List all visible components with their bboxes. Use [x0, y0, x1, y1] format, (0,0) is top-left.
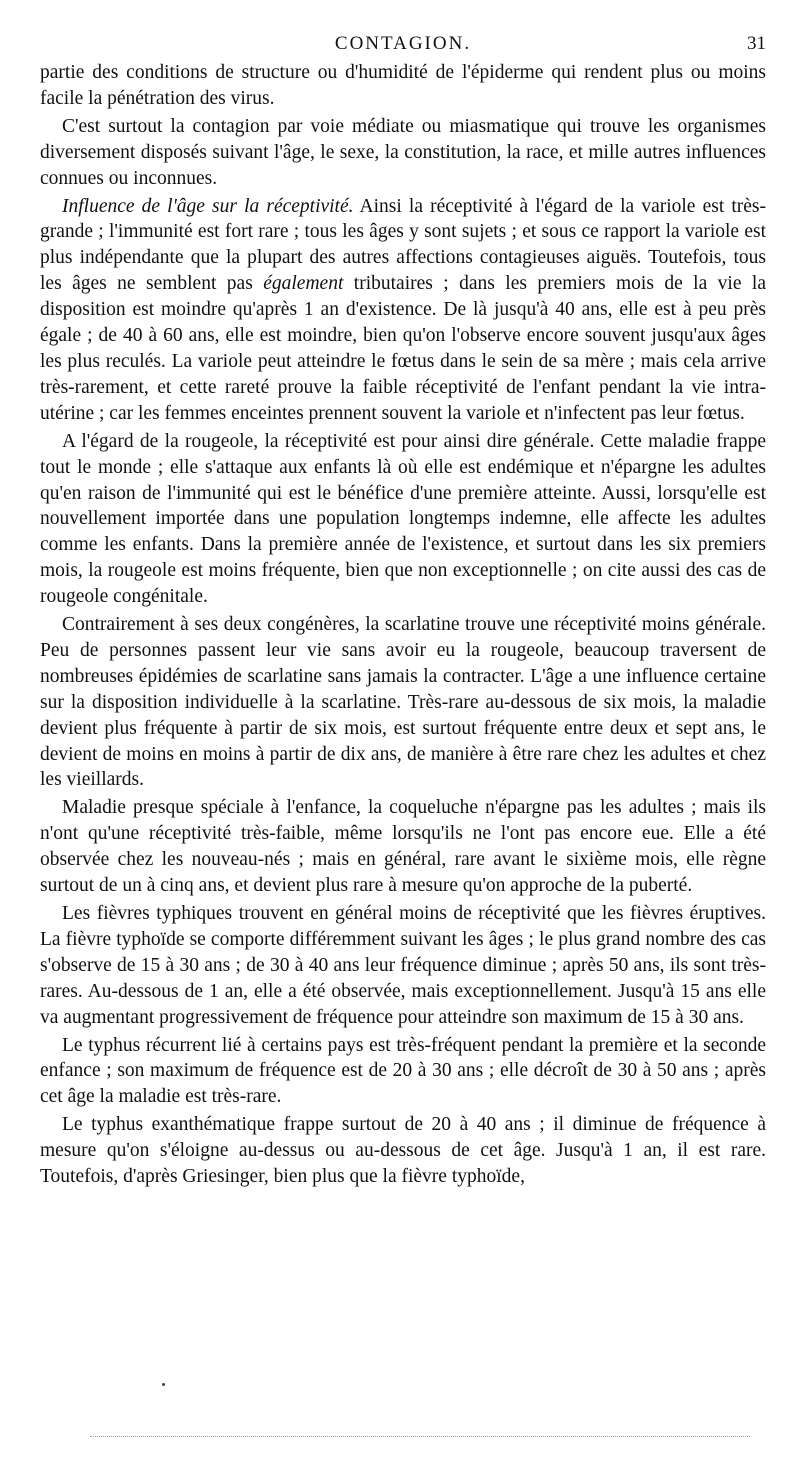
paragraph-variole-text-b: tributaires ; dans les premiers mois de la vie la disposition est moindre qu'après 1 an d'existence. De là jusqu'à 40 ans, elle est à peu près égale ; de 40 à 60 ans, elle est moindre, bien qu'on l'observe encore souvent jusqu'aux âges les plus reculés. La variole peut atteindre le fœtus dans le sein de sa mère ; mais cela arrive très-rarement, et cette rareté prouve la faible réceptivité de l'enfant pendant la vie intra-utérine ; car les femmes enceintes prennent souvent la variole et n'infectent pas leur fœtus. — [40, 273, 766, 424]
paragraph-typhus-recurrent: Le typhus récurrent lié à certains pays est très-fréquent pendant la première et la seconde enfance ; son maximum de fréquence est de 20 à 30 ans ; elle décroît de 30 à 50 ans ; après cet âge la maladie est très-rare. — [40, 1034, 766, 1108]
bottom-bleed-rule — [90, 1436, 750, 1437]
print-speck — [162, 1383, 165, 1386]
paragraph-continuation: partie des conditions de structure ou d'humidité de l'épiderme qui rendent plus ou moins facile la pénétration des virus. — [40, 62, 766, 109]
running-title: CONTAGION. — [334, 33, 472, 54]
page-number: 31 — [747, 33, 766, 54]
paragraph-contagion-mediate: C'est surtout la contagion par voie médiate ou miasmatique qui trouve les organismes diversement disposés suivant l'âge, le sexe, la constitution, la race, et mille autres influences connues ou inconnues. — [40, 115, 766, 189]
paragraph-fievres-typhiques: Les fièvres typhiques trouvent en général moins de réceptivité que les fièvres éruptives. La fièvre typhoïde se comporte différemment suivant les âges ; le plus grand nombre des cas s'observe de 15 à 30 ans ; de 30 à 40 ans leur fréquence diminue ; après 50 ans, ils sont très-rares. Au-dessous de 1 an, elle a été observée, mais exceptionnellement. Jusqu'à 15 ans elle va augmentant progressivement de fréquence pour atteindre son maximum de 15 à 30 ans. — [40, 903, 766, 1028]
section-heading-age: Influence de l'âge sur la réceptivité. — [62, 195, 354, 217]
page-header — [40, 28, 766, 60]
paragraph-variole — [40, 194, 766, 427]
paragraph-scarlatine: Contrairement à ses deux congénères, la scarlatine trouve une réceptivité moins générale. Peu de personnes passent leur vie sans avoir eu la rougeole, beaucoup traversent de nombreuses épidémies de scarlatine sans jamais la contracter. L'âge a une influence certaine sur la disposition individuelle à la scarlatine. Très-rare au-dessous de six mois, la maladie devient plus fréquente à partir de six mois, est surtout fréquente entre deux et sept ans, le devient de moins en moins à partir de dix ans, de manière à être rare chez les adultes et chez les vieillards. — [40, 614, 766, 791]
paragraph-coqueluche: Maladie presque spéciale à l'enfance, la coqueluche n'épargne pas les adultes ; mais ils n'ont qu'une réceptivité très-faible, même lorsqu'ils ne l'ont pas encore eue. Elle a été observée chez les nouveau-nés ; mais en général, rare avant le sixième mois, elle règne surtout de un à cinq ans, et devient plus rare à mesure qu'on approche de la puberté. — [40, 797, 766, 897]
body-text — [40, 60, 766, 1192]
paragraph-variole-text-a: Ainsi la réceptivité à l'égard de la variole est très-grande ; l'immunité est fort rare ; tous les âges y sont sujets ; et sous ce rapport la variole est plus indépendante que la plupart des autres affections contagieuses aiguës. Toutefois, tous les âges ne semblent pas — [40, 195, 766, 295]
paragraph-typhus-exanthematique: Le typhus exanthématique frappe surtout de 20 à 40 ans ; il diminue de fréquence à mesure qu'on s'éloigne au-dessus ou au-dessous de cet âge. Jusqu'à 1 an, il est rare. Toutefois, d'après Griesinger, bien plus que la fièvre typhoïde, — [40, 1114, 766, 1188]
emphasis-egalement: également — [263, 273, 344, 295]
paragraph-rougeole: A l'égard de la rougeole, la réceptivité est pour ainsi dire générale. Cette maladie frappe tout le monde ; elle s'attaque aux enfants là où elle est endémique et n'épargne les adultes qu'en raison de l'immunité qui est le bénéfice d'une première atteinte. Aussi, lorsqu'elle est nouvellement importée dans une population longtemps indemne, elle affecte les adultes comme les enfants. Dans la première année de l'existence, et surtout dans les six premiers mois, la rougeole est moins fréquente, bien que non exceptionnelle ; on cite aussi des cas de rougeole congénitale. — [40, 430, 766, 608]
